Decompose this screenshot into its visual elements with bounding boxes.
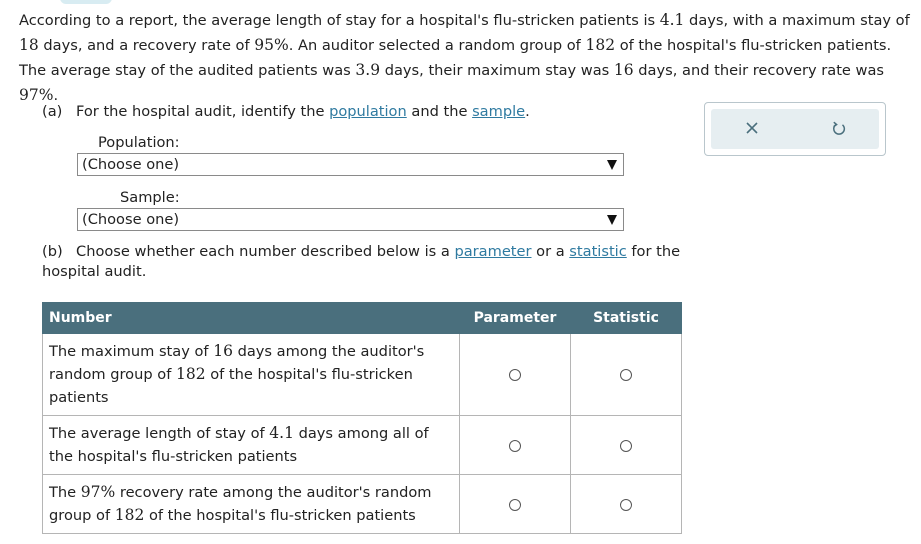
sample-link[interactable]: sample xyxy=(472,103,526,120)
clear-button[interactable] xyxy=(723,109,783,149)
part-b-prompt: (b) Choose whether each number described below is a parameter or a statistic for the hospital audit. xyxy=(42,243,681,280)
row3-statistic-option[interactable] xyxy=(571,475,682,534)
population-select[interactable] xyxy=(77,153,624,176)
row-description: The maximum stay of 16 days among the auditor's random group of 182 of the hospital's flu-stricken patients xyxy=(43,334,460,416)
table-header-row xyxy=(43,303,682,334)
close-icon xyxy=(745,121,759,135)
radio-button[interactable] xyxy=(509,499,521,511)
parameter-link[interactable]: parameter xyxy=(454,243,532,260)
row2-parameter-option[interactable] xyxy=(460,416,571,475)
row1-parameter-option[interactable] xyxy=(460,334,571,416)
parameter-statistic-table xyxy=(42,302,682,534)
row2-statistic-option[interactable] xyxy=(571,416,682,475)
reset-button[interactable] xyxy=(809,109,869,149)
dropdown-arrow-icon xyxy=(607,160,617,170)
sample-select-value: (Choose one) xyxy=(82,211,180,228)
radio-button[interactable] xyxy=(509,440,521,452)
population-link[interactable]: population xyxy=(329,103,407,120)
table-row xyxy=(43,475,682,534)
undo-icon xyxy=(831,121,847,137)
header-parameter: Parameter xyxy=(460,303,571,334)
row-description: The 97% recovery rate among the auditor's random group of 182 of the hospital's flu-stricken patients xyxy=(43,475,460,534)
answer-tools xyxy=(704,102,886,156)
row-description: The average length of stay of 4.1 days among all of the hospital's flu-stricken patients xyxy=(43,416,460,475)
header-tab xyxy=(60,0,112,4)
sample-select[interactable] xyxy=(77,208,624,231)
dropdown-arrow-icon xyxy=(607,215,617,225)
radio-button[interactable] xyxy=(620,499,632,511)
row1-statistic-option[interactable] xyxy=(571,334,682,416)
statistic-link[interactable]: statistic xyxy=(569,243,627,260)
radio-button[interactable] xyxy=(509,369,521,381)
table-row xyxy=(43,334,682,416)
radio-button[interactable] xyxy=(620,369,632,381)
part-a-prompt: (a) For the hospital audit, identify the population and the sample. xyxy=(42,103,530,120)
population-select-value: (Choose one) xyxy=(82,156,180,173)
sample-label: Sample: xyxy=(120,189,180,206)
radio-button[interactable] xyxy=(620,440,632,452)
row3-parameter-option[interactable] xyxy=(460,475,571,534)
problem-statement: According to a report, the average length of stay for a hospital's flu-stricken patients is 4.1 days, with a maximum stay of 18 days, and a recovery rate of 95%. An auditor selected a random group of 182 of the hospital's flu-stricken patients. The average stay of the audited patients was 3.9 days, their maximum stay was 16 days, and their recovery rate was 97%. xyxy=(19,11,910,104)
population-label: Population: xyxy=(98,134,180,151)
header-number: Number xyxy=(43,303,460,334)
header-statistic: Statistic xyxy=(571,303,682,334)
table-row xyxy=(43,416,682,475)
